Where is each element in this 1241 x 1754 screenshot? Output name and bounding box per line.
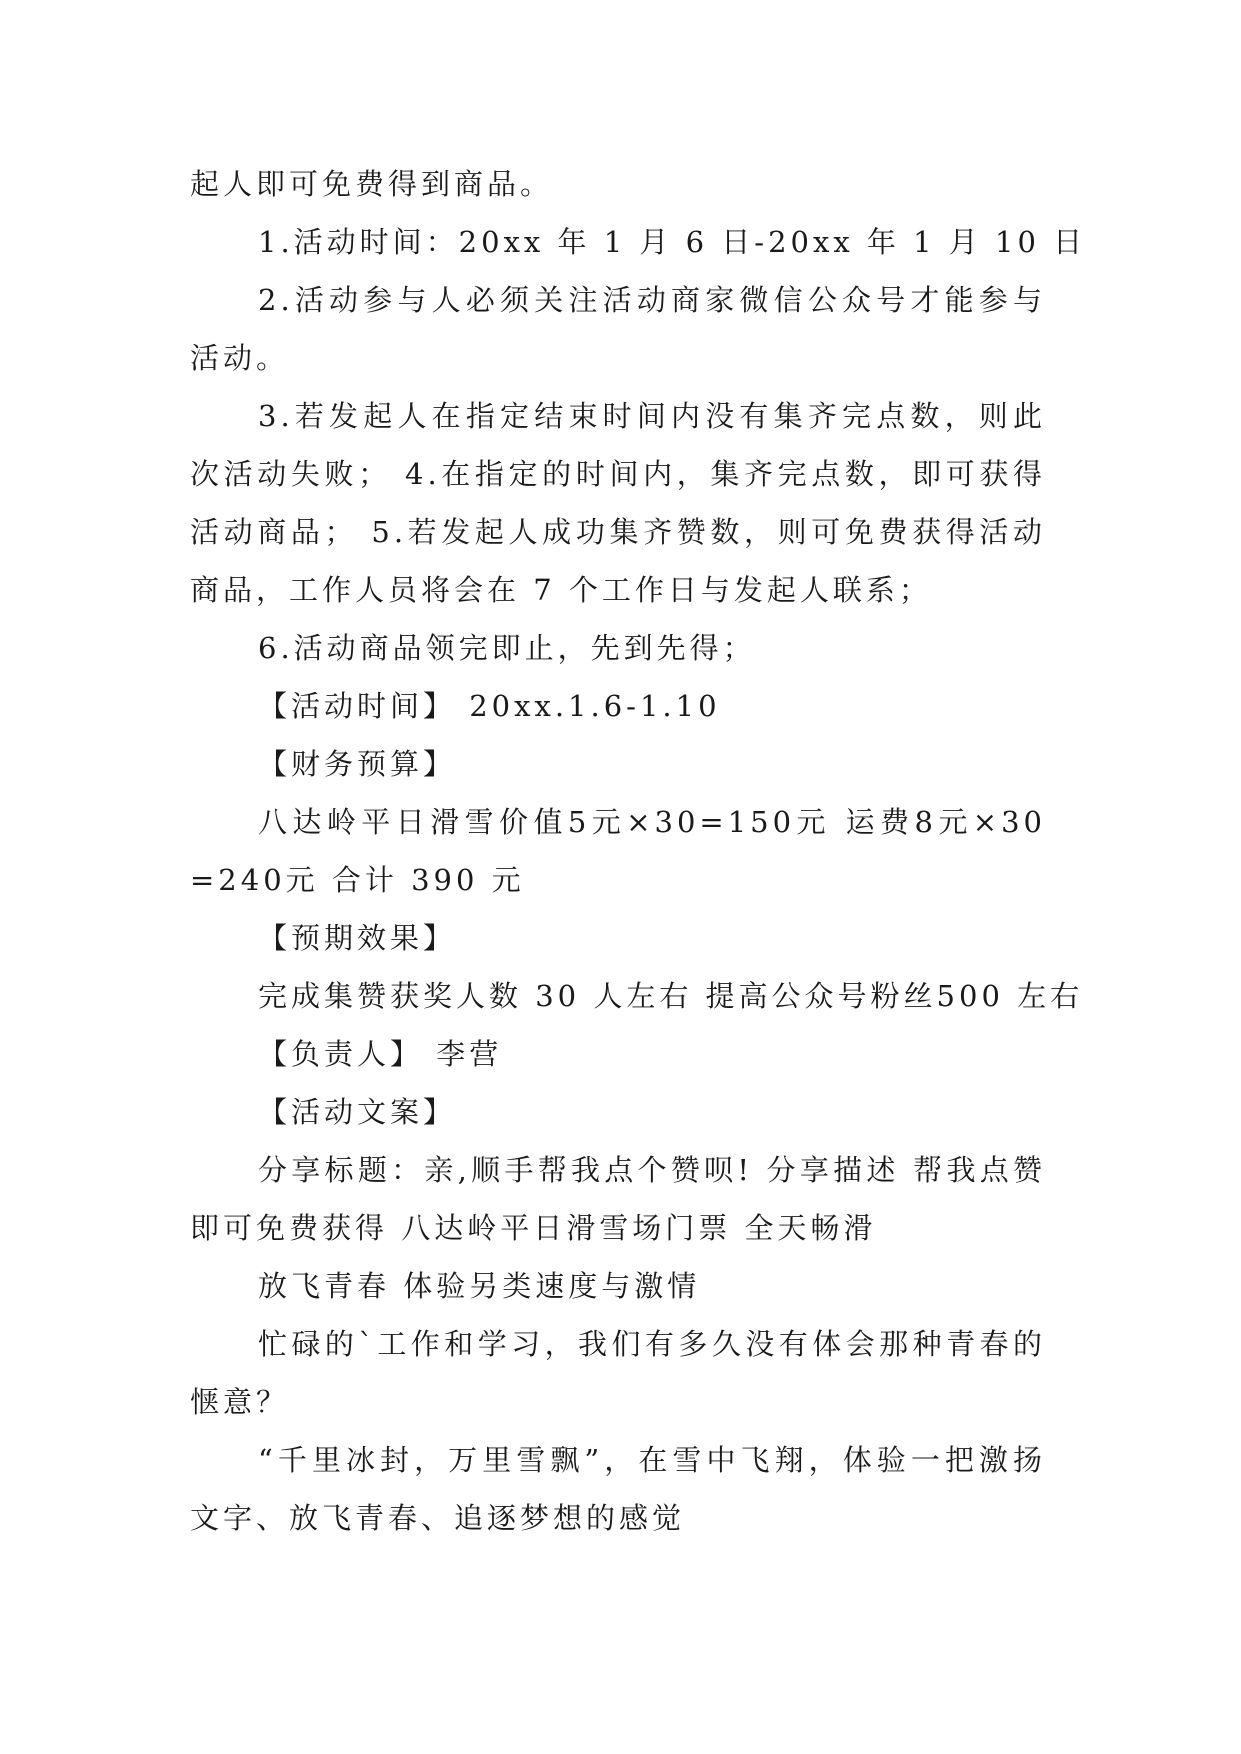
heading-activity-time: 【活动时间】 20xx.1.6-1.10	[258, 689, 721, 723]
paragraph-budget-detail: 八达岭平日滑雪价值5元×30=150元 运费8元×30=240元 合计 390 元	[190, 805, 1046, 897]
paragraph-continuation: 起人即可免费得到商品。	[190, 167, 554, 201]
paragraph-share-title: 分享标题：亲,顺手帮我点个赞呗! 分享描述 帮我点赞即可免费获得 八达岭平日滑雪场门票 全天畅滑	[190, 1153, 1046, 1245]
paragraph-snow-quote: “千里冰封，万里雪飘”，在雪中飞翔，体验一把激扬文字、放飞青春、追逐梦想的感觉	[190, 1443, 1046, 1535]
paragraph-slogan: 放飞青春 体验另类速度与激情	[258, 1269, 701, 1303]
document-body	[190, 155, 1087, 1547]
heading-expected-effect: 【预期效果】	[258, 921, 457, 955]
heading-person-in-charge: 【负责人】 李营	[258, 1037, 503, 1071]
paragraph-busy-life: 忙碌的`工作和学习，我们有多久没有体会那种青春的惬意？	[190, 1327, 1046, 1419]
paragraph-follow-requirement: 2.活动参与人必须关注活动商家微信公众号才能参与活动。	[190, 283, 1046, 375]
paragraph-expected-effect-detail: 完成集赞获奖人数 30 人左右 提高公众号粉丝500 左右	[258, 979, 1084, 1013]
paragraph-first-come: 6.活动商品领完即止，先到先得；	[258, 631, 756, 665]
paragraph-rules: 3.若发起人在指定结束时间内没有集齐完点数，则此次活动失败； 4.在指定的时间内，集齐完点数，即可获得活动商品； 5.若发起人成功集齐赞数，则可免费获得活动商品，工作人员将会在 7 个工作日与发起人联系；	[190, 399, 1046, 607]
paragraph-activity-period: 1.活动时间：20xx 年 1 月 6 日-20xx 年 1 月 10 日	[258, 225, 1087, 259]
heading-budget: 【财务预算】	[258, 747, 457, 781]
heading-copywriting: 【活动文案】	[258, 1095, 457, 1129]
